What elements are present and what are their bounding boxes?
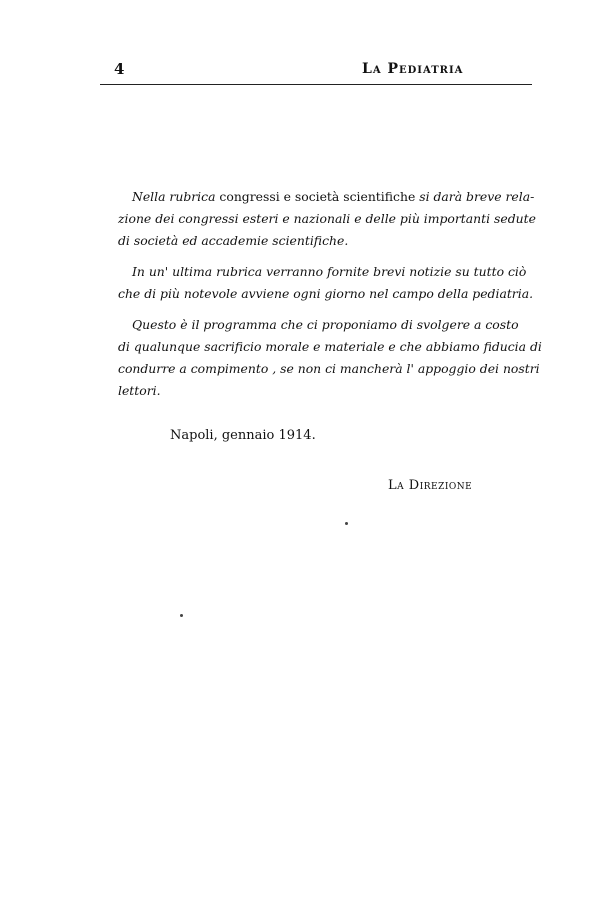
journal-title: La Pediatria — [362, 61, 464, 77]
paragraph-rubrica-congressi — [118, 186, 536, 252]
body-text — [118, 186, 542, 411]
text-line: zione dei congressi esteri e nazionali e delle più importanti sedute — [118, 211, 536, 226]
text-line: che di più notevole avviene ogni giorno nel campo della pediatria. — [118, 286, 534, 301]
print-speck — [345, 522, 348, 525]
text-line: condurre a compimento , se non ci mancherà l' appoggio dei nostri — [118, 361, 540, 376]
text-line: di società ed accademie scientifiche. — [118, 233, 349, 248]
signature: La Direzione — [388, 478, 473, 493]
text-run: congressi e società scientifiche — [215, 189, 420, 204]
running-head — [100, 60, 532, 82]
paragraph-programma — [118, 314, 542, 402]
paragraph-ultima-rubrica — [118, 261, 536, 305]
text-line: di qualunque sacrificio morale e materiale e che abbiamo fiducia di — [118, 339, 542, 354]
page-number: 4 — [114, 60, 125, 78]
date-line: Napoli, gennaio 1914. — [170, 428, 316, 443]
text-line: In un' ultima rubrica verranno fornite brevi notizie su tutto ciò — [132, 264, 527, 279]
text-run: si darà breve rela- — [419, 189, 535, 204]
header-rule — [100, 84, 532, 85]
print-speck — [180, 614, 183, 617]
text-line: Questo è il programma che ci proponiamo di svolgere a costo — [132, 317, 519, 332]
text-run: Nella rubrica — [132, 189, 216, 204]
text-line — [118, 186, 536, 208]
text-line: lettori. — [118, 383, 161, 398]
